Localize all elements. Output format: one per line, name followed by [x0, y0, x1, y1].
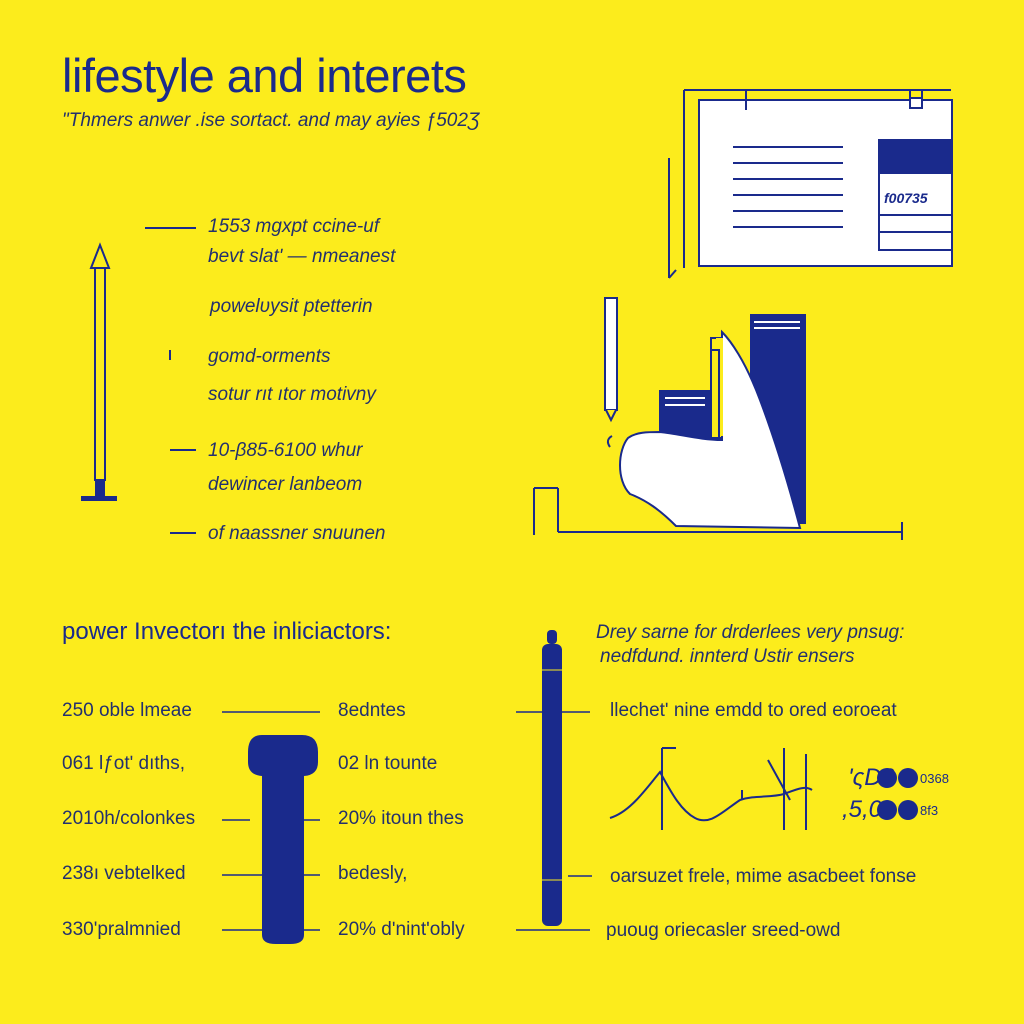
- right-panel-subheading: nedfdund. innterd Ustir ensers: [600, 646, 855, 667]
- document-icon: [669, 90, 952, 278]
- upper-list-item: 1553 mgxpt ccine-uf: [208, 216, 380, 237]
- upper-list-item: sotur rıt ıtor motivny: [208, 384, 376, 405]
- indicator-left-label: 2010h/colonkes: [62, 808, 196, 829]
- indicator-left-label: 330'pralmnied: [62, 919, 181, 940]
- upper-list-item: powelʋysit ptetterin: [210, 296, 373, 317]
- page-title: lifestyle and interets: [62, 49, 467, 102]
- right-panel-row: llechetʹ nine emdd to ored eoroeat: [610, 700, 897, 721]
- stat-dot-2: [898, 768, 918, 788]
- indicator-left-label: 061 lƒotʹ dıths,: [62, 753, 185, 774]
- hand-bars-icon: [534, 298, 902, 540]
- indicator-right-label: bedesly,: [338, 863, 408, 884]
- right-panel-heading: Drey sarne for drderlees very pnsug:: [596, 622, 905, 643]
- stat-value-1: 'ςD0: [848, 764, 895, 791]
- upper-list-item: of naassner snuunen: [208, 523, 386, 544]
- vertical-tube-icon: [542, 630, 562, 926]
- right-panel-row: oarsuzet frele, mime asacbeet fonse: [610, 866, 917, 887]
- indicator-right-label: 20% itoun thes: [338, 808, 464, 829]
- indicator-left-label: 238ı vebtelked: [62, 863, 186, 884]
- stat-dot-4: [898, 800, 918, 820]
- right-panel-row: puoug oriecasler sreed-owd: [606, 920, 841, 941]
- upper-list-connectors: [145, 228, 196, 533]
- indicator-left-label: 250 oble lmeae: [62, 700, 192, 721]
- indicator-right-label: 20% dʹnintʹobly: [338, 919, 465, 940]
- arrow-rod-icon: [81, 245, 117, 501]
- bone-bar-icon: [248, 735, 318, 944]
- upper-list-item: gomd-orments: [208, 346, 331, 367]
- upper-list-item: 10-β85-6100 whur: [208, 440, 363, 461]
- indicator-right-label: 8edntes: [338, 700, 406, 721]
- upper-list-item: bevt slatʹ — nmeanest: [208, 246, 396, 267]
- stat-value-2-small: 8f3: [920, 803, 939, 818]
- stat-value-1-small: 0368: [920, 771, 949, 786]
- stat-value-2: ,5,0: [842, 796, 883, 823]
- indicator-right-label: 02 ln tounte: [338, 753, 438, 774]
- page-subtitle: "Thmers anwer .ise sortact. and may ayies ƒ502Ʒ: [62, 110, 480, 131]
- document-code-label: f00735: [884, 190, 928, 206]
- upper-list-item: dewincer lanbeom: [208, 474, 363, 495]
- indicators-heading: power Invectorı the inliciactors:: [62, 618, 392, 645]
- waveform-icon: [610, 748, 812, 830]
